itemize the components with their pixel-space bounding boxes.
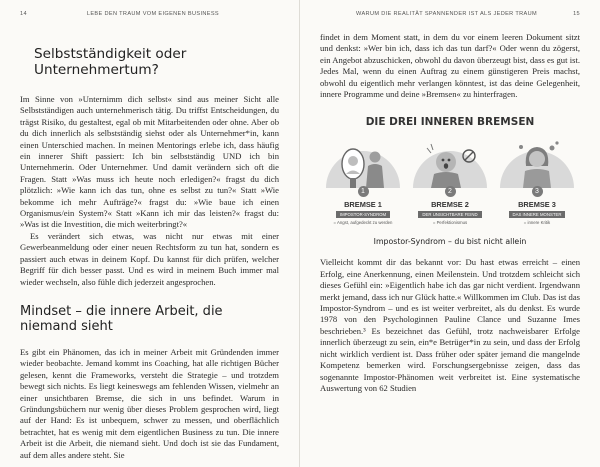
page-number: 15	[573, 11, 580, 17]
left-page-header	[20, 11, 279, 17]
brake-tag: DAS INNERE MONSTER	[509, 211, 566, 218]
brake-tag: DER UNSICHTBARE FEIND	[418, 211, 481, 218]
brake-panel-1	[322, 136, 404, 225]
brake-panel-2	[409, 136, 491, 225]
brake-name: BREMSE 2	[431, 200, 469, 210]
section-heading: Mindset – die innere Arbeit, die niemand sieht	[20, 303, 223, 334]
section-heading: Selbstständigkeit oder Unternehmertum?	[34, 46, 187, 78]
brake-panel-3	[496, 136, 578, 225]
shocked-face-icon	[409, 136, 491, 188]
right-page-content	[320, 32, 580, 394]
graphic-caption: Impostor-Syndrom – du bist nicht allein	[373, 237, 527, 247]
brake-note: = innere Kritik	[523, 220, 551, 226]
mirror-figure-icon	[322, 136, 404, 188]
thinking-woman-icon	[496, 136, 578, 188]
body-paragraph: Es gibt ein Phänomen, das ich in meiner Arbeit mit Gründenden immer wieder beobachte. Jemand kommt ins Coaching, hat alle richtigen Bücher gelesen, kennt die Frameworks, versteht die Strategie – und trotzdem bewegt sich nichts. Es liegt keineswegs am fehlenden Wissen, vielmehr an einer unsichtbaren Bremse, die sich in uns befindet. Warum in Gründungsbüchern nur wenig über dieses Problem gesprochen wird, liegt auf der Hand: Es ist unbequem, schwer zu messen, und oberflächlich betrachtet, hat es wenig mit dem eigentlichen Business zu tun. Die innere Arbeit ist die Arbeit, die niemand sieht. Und doch ist sie das Fundament, auf dem alles andere steht. Sie	[20, 346, 279, 460]
page-number: 14	[20, 11, 27, 17]
brake-note: = Perfektionismus	[432, 220, 468, 226]
body-paragraph: Es verändert sich etwas, was nicht nur etwas mit einer Gewerbeanmeldung oder einer neuen Rechtsform zu tun hat, sondern es passiert auch etwas in deinem Kopf. Du kannst für dich prüfen, welcher Begriff für dich besser passt. Und es wird in meinem Buch immer mal wieder wechseln, also fühle dich jederzeit angesprochen.	[20, 230, 279, 287]
panel-number: 1	[358, 186, 369, 197]
left-page-content	[20, 32, 279, 461]
brake-note: = Angst, aufgedeckt zu werden	[333, 220, 393, 226]
body-paragraph: findet in dem Moment statt, in dem du vor einem leeren Dokument sitzt und denkst: »Wer bin ich, dass ich das tun darf?« Oder wenn du zögerst, ein Angebot abzuschicken, obwohl du davon überzeugt bist, dass es gut ist. Jedes Mal, wenn du einen Auftrag zu einem günstigeren Preis machst, obwohl du eigentlich mehr verlangen könntest, ist das deine Gelegenheit, innere Programme und deine »Bremsen« zu hinterfragen.	[320, 32, 580, 100]
panel-number: 3	[532, 186, 543, 197]
graphic-title: DIE DREI INNEREN BREMSEN	[365, 116, 535, 129]
graphic-panels	[320, 136, 580, 225]
right-page-header	[320, 11, 580, 17]
running-head: LEBE DEN TRAUM VOM EIGENEN BUSINESS	[86, 11, 220, 17]
panel-number: 2	[445, 186, 456, 197]
body-paragraph: Im Sinne von »Unternimm dich selbst« sind aus meiner Sicht alle Selbstständigen auch unternehmerisch tätig. Du triffst Entscheidungen, du trägst Risiko, du gestaltest, egal ob mit Mitarbeitenden oder ohne. Aber ob du dich innerlich als selbstständig siehst oder als Unternehmer*in, kann einen Unterschied machen. In meinen Mentorings erlebe ich, dass häufig ein innerer Shift passiert: Ich bin selbstständig UND ich bin Unternehmerin. Oder Unternehmer. Und damit verändern sich oft die Fragen. Statt »Was muss ich heute noch erledigen?« fragst du dich plötzlich: »Wie kann ich das tun, ohne es selbst zu tun?« Statt »Wie bekomme ich mehr Aufträge?« fragst du: »Wie baue ich einen Organismus/ein System?« Statt »Kann ich mir das leisten?« fragst du: »Was ist die Investition, die mich weiterbringt?«	[20, 94, 279, 230]
body-paragraph: Vielleicht kommt dir das bekannt vor: Du hast etwas erreicht – einen Erfolg, eine Anerkennung, einen Meilenstein. Und trotzdem schleicht sich dieses Gefühl ein: »Eigentlich habe ich das gar nicht verdient. Irgendwann merkt jemand, dass ich nur Glück hatte.« Willkommen im Club. Das ist das Impostor-Syndrom – und es ist weiter verbreitet, als du denkst. Es wurde 1978 von den Psychologinnen Pauline Clance und Suzanne Imes beschrieben.³ Es bezeichnet das Gefühl, trotz nachweisbarer Erfolge innerlich überzeugt zu sein, ein*e Betrüger*in zu sein, und dass der Erfolg nicht wirklich verdient ist. Dass früher oder später jemand die mangelnde Kompetenz bemerken wird. Forschungsergebnisse zeigen, dass das sogenannte Impostor-Phänomen weit verbreitet ist. Eine systematische Auswertung von 62 Studien	[320, 257, 580, 393]
right-page	[300, 0, 600, 467]
brake-name: BREMSE 3	[518, 200, 556, 210]
brake-tag: IMPOSTOR-SYNDROM	[336, 211, 390, 218]
brake-name: BREMSE 1	[344, 200, 382, 210]
running-head: WARUM DIE REALITÄT SPANNENDER IST ALS JEDER TRAUM	[356, 11, 537, 17]
inner-brakes-graphic	[320, 116, 580, 225]
